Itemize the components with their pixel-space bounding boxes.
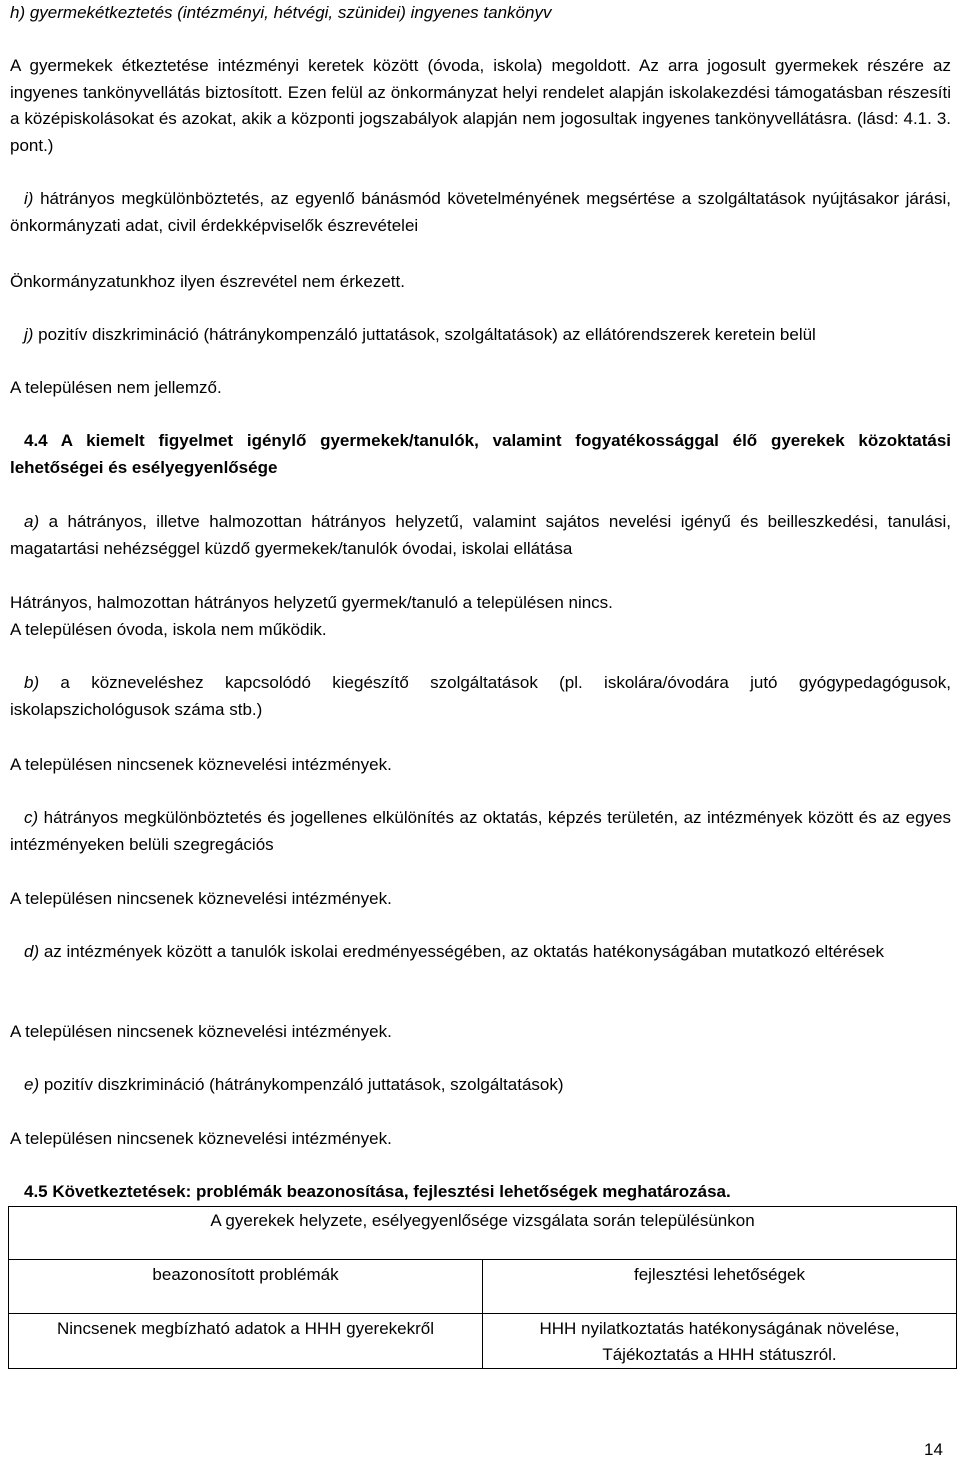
opportunity-line-1: HHH nyilatkoztatás hatékonyságának növelése, bbox=[539, 1319, 900, 1338]
summary-table-title-row bbox=[9, 1207, 957, 1260]
column-header-problems: beazonosított problémák bbox=[9, 1260, 483, 1314]
section-i-title: hátrányos megkülönböztetés, az egyenlő bánásmód követelményének megsértése a szolgáltatások nyújtásakor járási, önkormányzati adat, civil érdekképviselők észrevételei bbox=[10, 189, 951, 235]
section-a-title: a hátrányos, illetve halmozottan hátrányos helyzetű, valamint sajátos nevelési igényű és beilleszkedési, tanulási, magatartási nehézséggel küzdő gyermekek/tanulók óvodai, iskolai ellátása bbox=[10, 512, 951, 558]
section-h-paragraph: A gyermekek étkeztetése intézményi keretek között (óvoda, iskola) megoldott. Az arra jogosult gyermekek részére az ingyenes tankönyvellátás biztosított. Ezen felül az önkormányzat helyi rendelet alapján iskolakezdési támogatásban részesíti a középiskolásokat és azokat, akik a központi jogszabályok alapján nem jogosultak ingyenes tankönyvellátásra. (lásd: 4.1. 3. pont.) bbox=[10, 56, 951, 155]
section-b-title: a közneveléshez kapcsolódó kiegészítő szolgáltatások (pl. iskolára/óvodára jutó gyógypedagógusok, iskolapszichológusok száma stb.) bbox=[10, 673, 951, 719]
summary-table-header-row bbox=[9, 1260, 957, 1314]
section-b-answer: A településen nincsenek köznevelési intézmények. bbox=[10, 755, 392, 774]
section-i-heading bbox=[10, 186, 951, 239]
section-a-answer-2: A településen óvoda, iskola nem működik. bbox=[10, 620, 327, 639]
opportunity-cell bbox=[483, 1314, 957, 1369]
problem-cell: Nincsenek megbízható adatok a HHH gyerekekről bbox=[9, 1314, 483, 1369]
section-j-heading bbox=[10, 322, 951, 349]
section-e-answer: A településen nincsenek köznevelési intézmények. bbox=[10, 1129, 392, 1148]
section-d-answer: A településen nincsenek köznevelési intézmények. bbox=[10, 1022, 392, 1041]
section-a-answer-1: Hátrányos, halmozottan hátrányos helyzetű gyermek/tanuló a településen nincs. bbox=[10, 593, 613, 612]
section-a-heading bbox=[10, 509, 951, 562]
section-b-label: b) bbox=[24, 673, 40, 692]
column-header-opportunities: fejlesztési lehetőségek bbox=[483, 1260, 957, 1314]
section-d-label: d) bbox=[24, 942, 40, 961]
section-b-heading bbox=[10, 670, 951, 723]
section-j-label: j) bbox=[24, 325, 34, 344]
section-e-heading bbox=[10, 1072, 951, 1099]
section-j-answer: A településen nem jellemző. bbox=[10, 378, 222, 397]
section-d-heading bbox=[10, 939, 951, 966]
section-h-label: h) bbox=[10, 3, 26, 22]
section-i-answer: Önkormányzatunkhoz ilyen észrevétel nem érkezett. bbox=[10, 272, 405, 291]
section-c-answer: A településen nincsenek köznevelési intézmények. bbox=[10, 889, 392, 908]
section-4-4-heading: 4.4 A kiemelt figyelmet igénylő gyermekek/tanulók, valamint fogyatékossággal élő gyerekek közoktatási lehetőségei és esélyegyenlősége bbox=[10, 431, 951, 477]
section-i-label: i) bbox=[24, 189, 34, 208]
opportunity-line-2: Tájékoztatás a HHH státuszról. bbox=[602, 1345, 837, 1364]
section-h-title: gyermekétkeztetés (intézményi, hétvégi, szünidei) ingyenes tankönyv bbox=[25, 3, 552, 22]
section-e-label: e) bbox=[24, 1075, 40, 1094]
summary-table bbox=[8, 1206, 957, 1369]
page-number: 14 bbox=[924, 1440, 943, 1459]
summary-table-title: A gyerekek helyzete, esélyegyenlősége vizsgálata során településünkon bbox=[9, 1207, 957, 1260]
section-4-5-heading: 4.5 Következtetések: problémák beazonosítása, fejlesztési lehetőségek meghatározása. bbox=[24, 1182, 731, 1201]
section-j-title: pozitív diszkrimináció (hátránykompenzáló juttatások, szolgáltatások) az ellátórendszerek keretein belül bbox=[33, 325, 816, 344]
section-e-title: pozitív diszkrimináció (hátránykompenzáló juttatások, szolgáltatások) bbox=[39, 1075, 564, 1094]
section-d-title: az intézmények között a tanulók iskolai eredményességében, az oktatás hatékonyságában mutatkozó eltérések bbox=[39, 942, 884, 961]
section-c-title: hátrányos megkülönböztetés és jogellenes elkülönítés az oktatás, képzés területén, az intézmények között és az egyes intézményeken belüli szegregációs bbox=[10, 808, 951, 854]
section-c-label: c) bbox=[24, 808, 39, 827]
section-c-heading bbox=[10, 805, 951, 858]
section-a-label: a) bbox=[24, 512, 40, 531]
table-row bbox=[9, 1314, 957, 1369]
section-h-heading bbox=[10, 0, 951, 27]
